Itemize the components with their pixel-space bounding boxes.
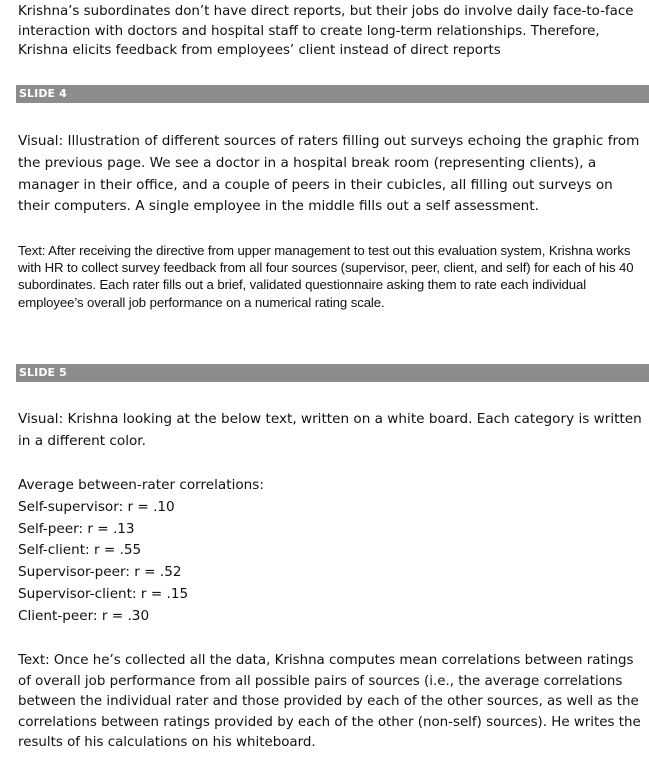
slide-4-heading-bar — [16, 85, 649, 103]
slide-4-visual-paragraph: Visual: Illustration of different sources of raters filling out surveys echoing the graphic from the previous page. We see a doctor in a hospital break room (representing clients), a manager in their office, and a couple of peers in their cubicles, all filling out surveys on their computers. A single employee in the middle fills out a self assessment. — [18, 133, 640, 215]
slide-5-visual-paragraph: Visual: Krishna looking at the below text, written on a white board. Each category is written in a different color. — [18, 411, 642, 449]
correlation-list-title: Average between-rater correlations: — [18, 477, 264, 493]
correlation-item: Client-peer: r = .30 — [18, 607, 150, 624]
slide-5-text-paragraph: Text: Once he’s collected all the data, Krishna computes mean correlations between ratings of overall job performance from all possible pairs of sources (i.e., the average correlations between the individual rater and those provided by each of the other sources, as well as the correlations between ratings provided by each of the other (non-self) sources). He writes the results of his calculations on his whiteboard. — [18, 653, 641, 751]
slide-5-heading: SLIDE 5 — [19, 366, 67, 379]
correlation-item: Supervisor-client: r = .15 — [18, 585, 189, 602]
correlation-list — [18, 475, 264, 628]
slide-4-text-paragraph: Text: After receiving the directive from upper management to test out this evaluation system, Krishna works with HR to collect survey feedback from all four sources (supervisor, peer, client, and self) for each of his 40 subordinates. Each rater fills out a brief, validated questionnaire asking them to rate each individual employee’s overall job performance on a numerical rating scale. — [18, 243, 634, 310]
correlation-item: Self-supervisor: r = .10 — [18, 498, 175, 515]
correlation-item: Self-peer: r = .13 — [18, 520, 135, 537]
correlation-item: Self-client: r = .55 — [18, 542, 142, 559]
intro-paragraph: Krishna’s subordinates don’t have direct reports, but their jobs do involve daily face-to-face interaction with doctors and hospital staff to create long-term relationships. Therefore, Krishna elicits feedback from employees’ client instead of direct reports — [18, 4, 634, 58]
slide-5-heading-bar — [16, 364, 649, 382]
slide-4-heading: SLIDE 4 — [19, 87, 67, 100]
correlation-item: Supervisor-peer: r = .52 — [18, 564, 182, 581]
